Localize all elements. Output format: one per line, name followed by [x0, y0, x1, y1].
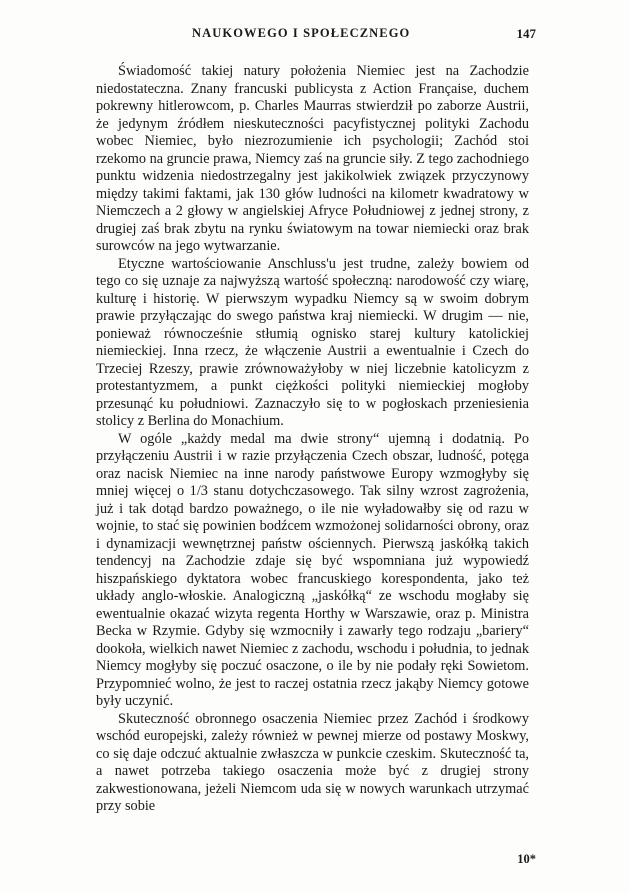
paragraph-2: Etyczne wartościowanie Anschluss'u jest trudne, zależy bowiem od tego co się uznaje za najwyższą wartość społeczną: narodowość czy wiarę, kulturę i historię. W pierwszym wypadku Niemcy są w swoim dobrym prawie przyłączając do swego państwa kraj niemiecki. W drugim — nie, ponieważ równocześnie stłumią ognisko starej kultury katolickiej niemieckiej. Inna rzecz, że włączenie Austrii a ewentualnie i Czech do Trzeciej Rzeszy, prawie zrównoważyłoby w niej liczebnie katolicyzm z protestantyzmem, a punkt ciężkości polityki niemieckiej mogłoby przesunąć ku południowi. Zaznaczyło się to w pogłoskach przeniesienia stolicy z Berlina do Monachium. [96, 255, 529, 429]
running-head [96, 26, 536, 44]
paragraph-1: Świadomość takiej natury położenia Niemiec jest na Zachodzie niedostateczna. Znany francuski publicysta z Action Française, duchem pokrewny hitlerowcom, p. Charles Maurras stwierdził po zaborze Austrii, że jedynym źródłem nieskuteczności pacyfistycznej polityki Zachodu wobec Niemiec, było niezrozumienie ich psychologii; Zachód stoi rzekomo na gruncie prawa, Niemcy zaś na gruncie siły. Z tego zachodniego punktu widzenia niedostrzegalny jest jakikolwiek związek przyczynowy między takimi faktami, jak 130 głów ludności na kilometr kwadratowy w Niemczech a 2 głowy w angielskiej Afryce Południowej z jednej strony, z drugiej zaś brak zbytu na rynku światowym na towar niemiecki oraz brak surowców na jego wytwarzanie. [96, 63, 529, 254]
paragraph-4: Skuteczność obronnego osaczenia Niemiec przez Zachód i środkowy wschód europejski, zależy również w pewnej mierze od postawy Moskwy, co się daje odczuć aktualnie zwłaszcza w punkcie czeskim. Skuteczność ta, a nawet potrzeba takiego osaczenia może być z drugiej strony zakwestionowana, jeżeli Niemcom uda się w nowych warunkach utrzymać przy sobie [96, 710, 529, 814]
signature-mark: 10* [517, 852, 536, 866]
paragraph-3: W ogóle „każdy medal ma dwie strony“ ujemną i dodatnią. Po przyłączeniu Austrii i w razie przyłączenia Czech obszar, ludność, potęga oraz nacisk Niemiec na inne narody państwowe Europy wzmogłyby się mniej więcej o 1/3 stanu dotychczasowego. Tak silny wzrost zagrożenia, już i tak dotąd bardzo poważnego, o ile nie wyładowałby się od razu w wojnie, to stać się powinien bodźcem wzmożonej solidarności obrony, oraz i dynamizacji wewnętrznej państw ościennych. Pierwszą jaskółką takich tendencyj na Zachodzie zdaje się być wspomniana już wypowiedź hiszpańskiego dyktatora wobec francuskiego korespondenta, jako też układy anglo-włoskie. Analogiczną „jaskółką“ ze wschodu mogłaby się ewentualnie okazać wizyta regenta Horthy w Warszawie, oraz p. Ministra Becka w Rzymie. Gdyby się wzmocniły i zawarły tego rodzaju „bariery“ dookoła, wielkich nawet Niemiec z zachodu, wschodu i południa, to jednak Niemcy mogłyby się poczuć osaczone, o ile by nie podały ręki Sowietom. Przypomnieć wolno, że jest to raczej ostatnia rzecz jakąby Niemcy gotowe były uczynić. [96, 430, 529, 709]
page-number: 147 [516, 26, 536, 41]
body-text [96, 63, 529, 816]
running-title: NAUKOWEGO I SPOŁECZNEGO [192, 26, 411, 40]
